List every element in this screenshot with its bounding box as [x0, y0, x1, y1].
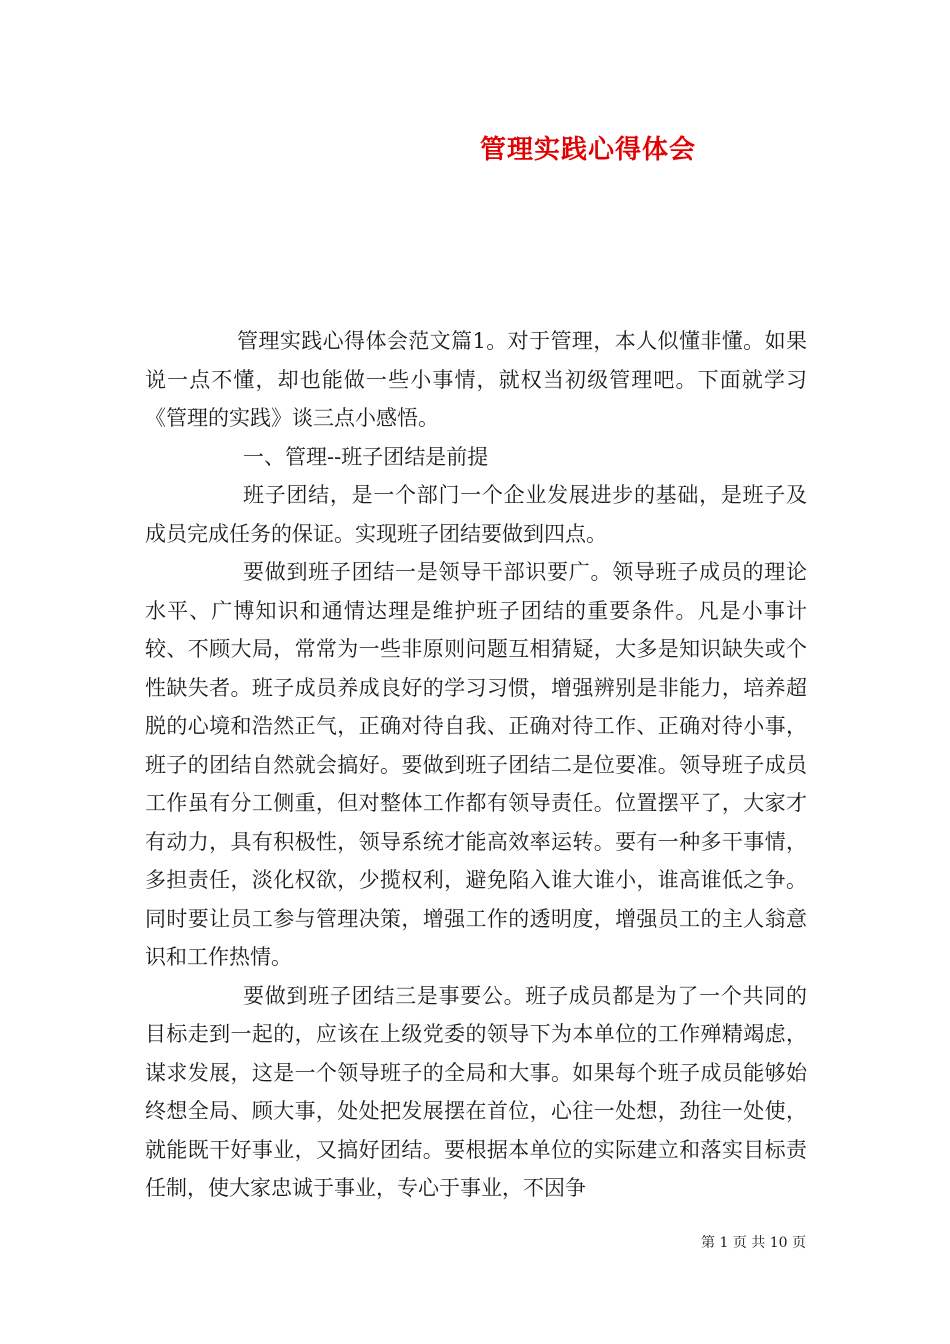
paragraph-intro: 管理实践心得体会范文篇1。对于管理，本人似懂非懂。如果说一点不懂，却也能做一些小事情，就权当初级管理吧。下面就学习《管理的实践》谈三点小感悟。 — [145, 329, 807, 430]
paragraph-unity: 班子团结，是一个部门一个企业发展进步的基础，是班子及成员完成任务的保证。实现班子团结要做到四点。 — [145, 483, 807, 546]
paragraph-point-one-two: 要做到班子团结一是领导干部识要广。领导班子成员的理论水平、广博知识和通情达理是维护班子团结的重要条件。凡是小事计较、不顾大局，常常为一些非原则问题互相猜疑，大多是知识缺失或个性缺失者。班子成员养成良好的学习习惯，增强辨别是非能力，培养超脱的心境和浩然正气，正确对待自我、正确对待工作、正确对待小事，班子的团结自然就会搞好。要做到班子团结二是位要准。领导班子成员工作虽有分工侧重，但对整体工作都有领导责任。位置摆平了，大家才有动力，具有积极性，领导系统才能高效率运转。要有一种多干事情，多担责任，淡化权欲，少揽权利，避免陷入谁大谁小，谁高谁低之争。同时要让员工参与管理决策，增强工作的透明度，增强员工的主人翁意识和工作热情。 — [145, 560, 807, 969]
document-body — [145, 322, 807, 1208]
page-number-footer: 第 1 页 共 10 页 — [701, 1235, 806, 1251]
document-title: 管理实践心得体会 — [479, 135, 696, 165]
section-heading: 一、管理--班子团结是前提 — [243, 444, 489, 469]
paragraph-point-three: 要做到班子团结三是事要公。班子成员都是为了一个共同的目标走到一起的，应该在上级党委的领导下为本单位的工作殚精竭虑，谋求发展，这是一个领导班子的全局和大事。如果每个班子成员能够始终想全局、顾大事，处处把发展摆在首位，心往一处想，劲往一处使，就能既干好事业，又搞好团结。要根据本单位的实际建立和落实目标责任制，使大家忠诚于事业，专心于事业，不因争 — [145, 983, 807, 1200]
